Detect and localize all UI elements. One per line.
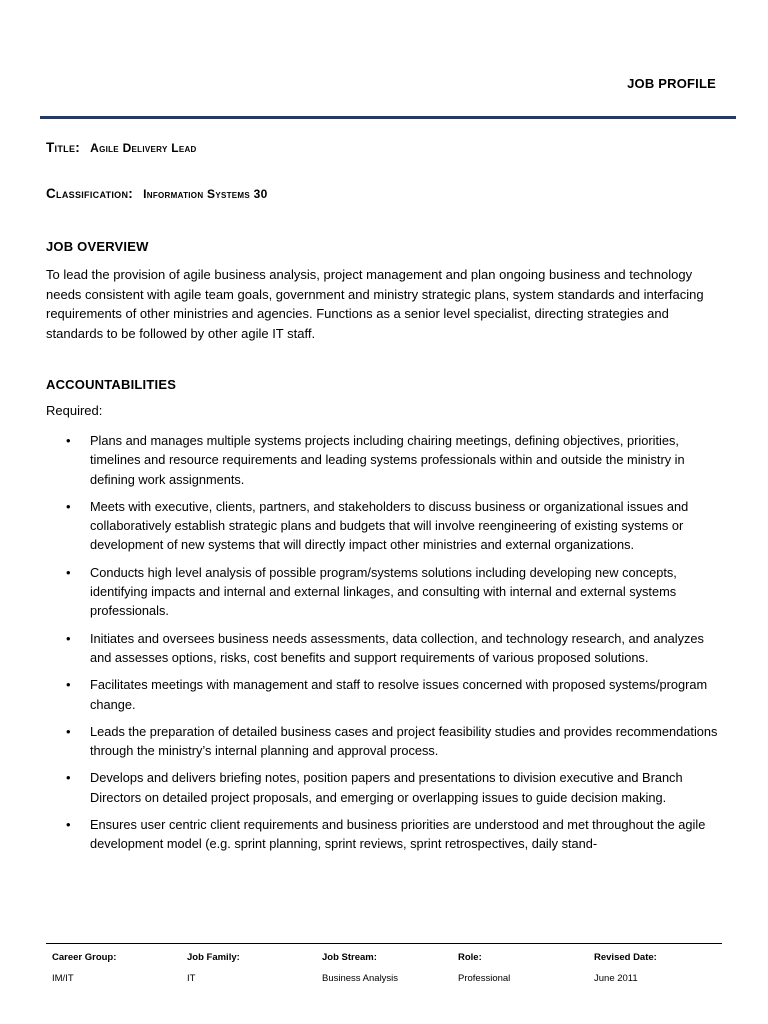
job-stream-label: Job Stream: (322, 952, 377, 963)
bullet-icon: • (66, 630, 71, 646)
list-item (46, 431, 726, 489)
list-item-text: Leads the preparation of detailed business cases and project feasibility studies and provides recommendations through the ministry’s internal planning and approval process. (90, 723, 718, 759)
job-family-value: IT (187, 973, 196, 984)
classification-value: Information Systems 30 (143, 187, 268, 201)
bullet-icon: • (66, 770, 71, 786)
revised-date-value: June 2011 (594, 973, 638, 984)
title-value: Agile Delivery Lead (90, 141, 197, 155)
career-group-value: IM/IT (52, 973, 74, 984)
bullet-icon: • (66, 817, 71, 833)
header-divider (40, 116, 736, 119)
footer-divider (46, 943, 722, 944)
list-item-text: Develops and delivers briefing notes, position papers and presentations to division executive and Branch Directors on detailed project proposals, and emerging or overlapping issues to guide decision making. (90, 770, 683, 805)
footer-metadata (52, 952, 722, 984)
classification-label: Classification: (46, 186, 134, 201)
accountabilities-list (46, 431, 726, 862)
accountabilities-list-viewport (0, 431, 768, 907)
list-item-text: Facilitates meetings with management and staff to resolve issues concerned with proposed systems/program change. (90, 677, 708, 712)
job-stream-value: Business Analysis (322, 973, 399, 984)
document-type-label: JOB PROFILE (627, 76, 716, 91)
bullet-icon: • (66, 433, 71, 448)
job-overview-text: To lead the provision of agile business analysis, project management and plan ongoing business and technology needs consistent with agile team goals, government and ministry strategic plans, system standards and interfacing requirements of other ministries and agencies. Functions as a senior level specialist, directing strategies and standards to be followed by other agile IT staff. (46, 267, 704, 341)
bullet-icon: • (66, 564, 71, 580)
list-item (46, 563, 726, 621)
revised-date-label: Revised Date: (594, 952, 657, 963)
list-item-text: Initiates and oversees business needs assessments, data collection, and technology research, and analyzes and assesses options, risks, cost benefits and support requirements of various proposed solutions. (90, 630, 704, 665)
role-label: Role: (458, 952, 482, 963)
list-item-text: Conducts high level analysis of possible program/systems solutions including developing new concepts, identifying impacts and internal and external linkages, and consulting with internal and external systems professionals. (90, 564, 677, 619)
bullet-icon: • (66, 677, 71, 693)
list-item (46, 768, 726, 807)
list-item (46, 629, 726, 668)
list-item (46, 675, 726, 714)
career-group-label: Career Group: (52, 952, 117, 963)
job-overview-heading: JOB OVERVIEW (46, 239, 149, 254)
list-item-text: Meets with executive, clients, partners, and stakeholders to discuss business or organizational issues and collaboratively establish strategic plans and budgets that will involve reengineering of existing systems or development of new systems that will directly impact other ministries and external organizations. (90, 498, 689, 553)
title-label: Title: (46, 140, 81, 155)
role-value: Professional (458, 973, 511, 984)
title-field (46, 140, 197, 155)
list-item (46, 815, 726, 854)
list-item-text: Plans and manages multiple systems projects including chairing meetings, defining objectives, priorities, timelines and resource requirements and leading systems professionals within and outside the ministry in defining work assignments. (90, 433, 685, 487)
job-family-label: Job Family: (187, 952, 240, 963)
accountabilities-heading: ACCOUNTABILITIES (46, 377, 177, 392)
list-item-text: Ensures user centric client requirements and business priorities are understood and met throughout the agile development model (e.g. sprint planning, sprint reviews, sprint retrospectives, daily stand- (90, 817, 706, 852)
bullet-icon: • (66, 723, 71, 739)
list-item (46, 497, 726, 555)
bullet-icon: • (66, 498, 71, 514)
classification-field (46, 186, 268, 201)
list-item (46, 722, 726, 761)
required-label: Required: (46, 403, 103, 418)
